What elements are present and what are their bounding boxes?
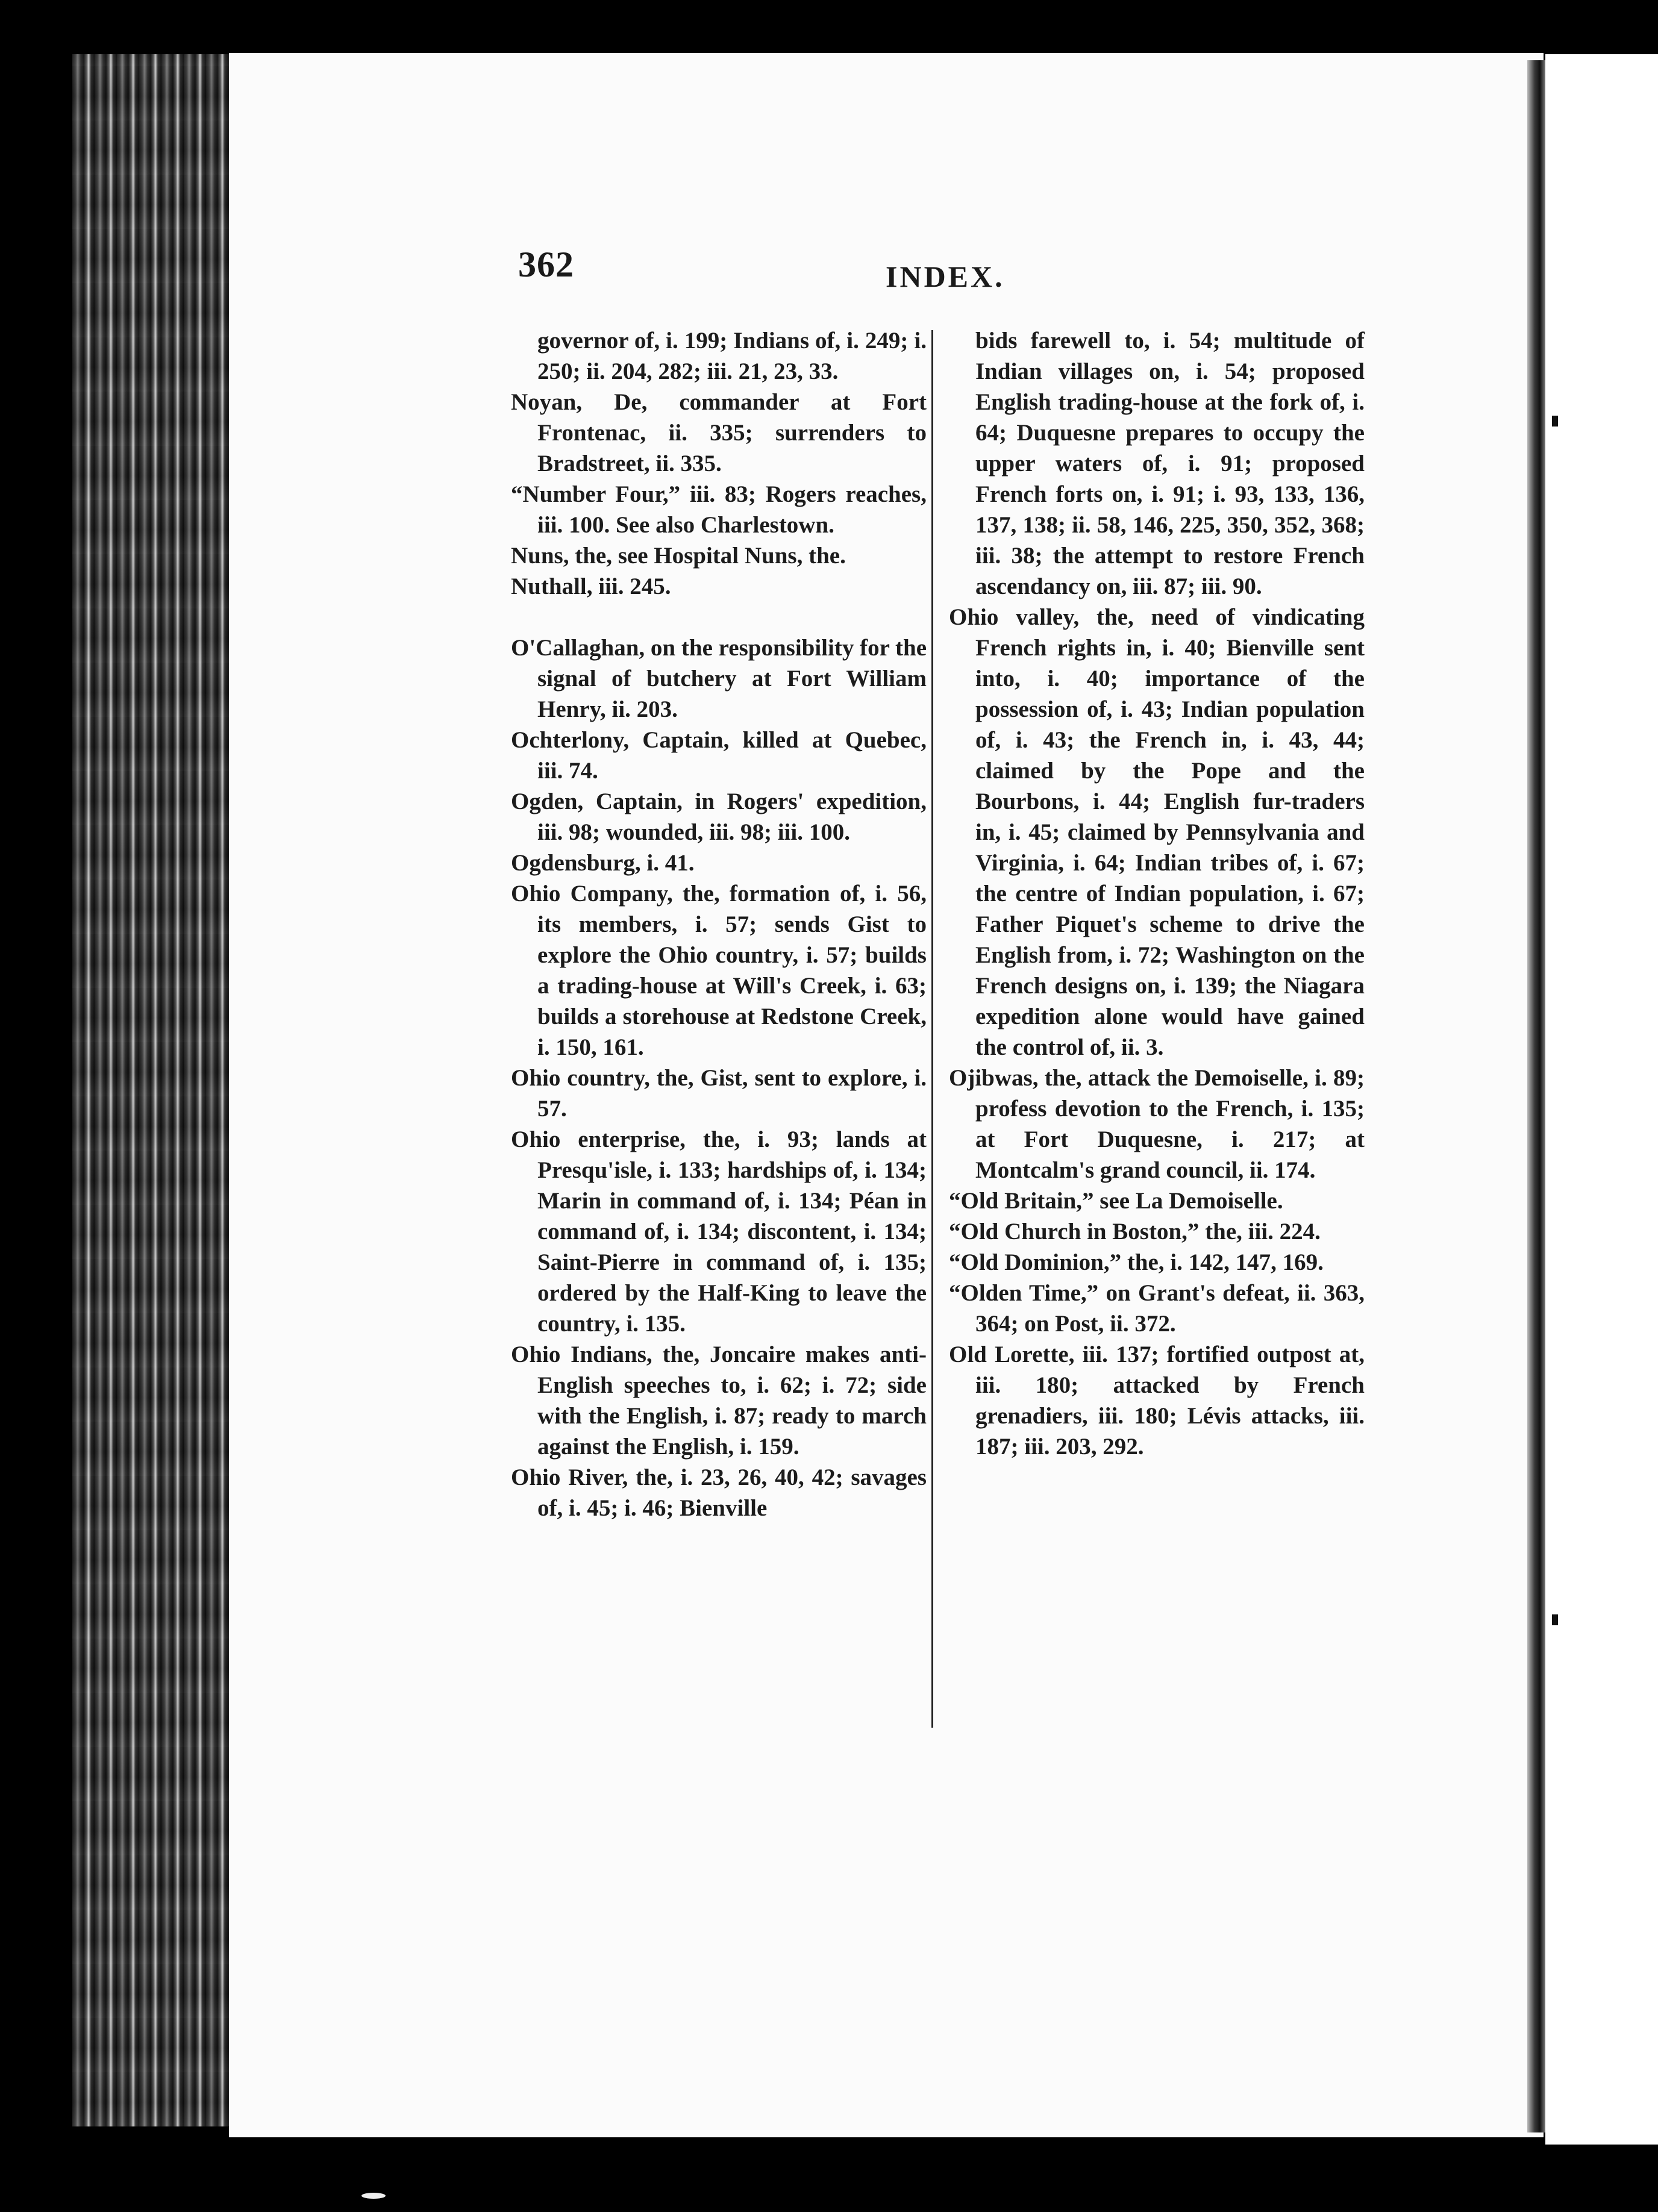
- index-entry: “Old Church in Boston,” the, iii. 224.: [949, 1219, 1321, 1245]
- scan-speck: [361, 2193, 386, 2199]
- index-entry: Ohio River, the, i. 23, 26, 40, 42; savages of, i. 45; i. 46; Bienville: [511, 1464, 927, 1521]
- index-entry: “Olden Time,” on Grant's defeat, ii. 363, 364; on Post, ii. 372.: [949, 1280, 1365, 1337]
- page-speck: [1552, 416, 1558, 426]
- page-number: 362: [518, 245, 574, 284]
- index-entry: Ohio country, the, Gist, sent to explore, i. 57.: [511, 1065, 927, 1122]
- index-entry: Ohio enterprise, the, i. 93; lands at Presqu'isle, i. 133; hardships of, i. 134; Marin in command of, i. 134; Péan in command of, i. 134; discontent, i. 134; Saint-Pierre in command of, i. 135; ordered by the Half-King to leave the country, i. 135.: [511, 1126, 927, 1337]
- index-entry: O'Callaghan, on the responsibility for the signal of butchery at Fort William Henry, ii. 203.: [511, 635, 927, 722]
- index-entry: Ochterlony, Captain, killed at Quebec, iii. 74.: [511, 727, 927, 784]
- index-column-left: [511, 325, 927, 1523]
- index-entry: Nuthall, iii. 245.: [511, 573, 671, 599]
- index-entry: “Old Britain,” see La Demoiselle.: [949, 1188, 1283, 1214]
- index-entry: “Number Four,” iii. 83; Rogers reaches, iii. 100. See also Charlestown.: [511, 481, 927, 538]
- page-binding: [1527, 60, 1545, 2132]
- index-entry: Old Lorette, iii. 137; fortified outpost at, iii. 180; attacked by French grenadiers, iii. 180; Lévis attacks, iii. 187; iii. 203, 292.: [949, 1342, 1365, 1460]
- index-column-right: [949, 325, 1365, 1462]
- index-entry: bids farewell to, i. 54; multitude of Indian villages on, i. 54; proposed English trading-house at the fork of, i. 64; Duquesne prepares to occupy the upper waters of, i. 91; proposed French forts on, i. 91; i. 93, 133, 136, 137, 138; ii. 58, 146, 225, 350, 352, 368; iii. 38; the attempt to restore French ascendancy on, iii. 87; iii. 90.: [975, 328, 1365, 599]
- column-divider: [931, 330, 933, 1728]
- index-entry: Nuns, the, see Hospital Nuns, the.: [511, 543, 846, 569]
- index-entry: Ohio Company, the, formation of, i. 56, its members, i. 57; sends Gist to explore the Ohio country, i. 57; builds a trading-house at Will's Creek, i. 63; builds a storehouse at Redstone Creek, i. 150, 161.: [511, 881, 927, 1060]
- index-entry: Noyan, De, commander at Fort Frontenac, ii. 335; surrenders to Bradstreet, ii. 335.: [511, 389, 927, 476]
- index-entry: Ohio valley, the, need of vindicating French rights in, i. 40; Bienville sent into, i. 40; importance of the possession of, i. 43; Indian population of, i. 43; the French in, i. 43, 44; claimed by the Pope and the Bourbons, i. 44; English fur-traders in, i. 45; claimed by Pennsylvania and Virginia, i. 64; Indian tribes of, i. 67; the centre of Indian population, i. 67; Father Piquet's scheme to drive the English from, i. 72; Washington on the French designs on, i. 139; the Niagara expedition alone would have gained the control of, ii. 3.: [949, 604, 1365, 1060]
- index-entry: “Old Dominion,” the, i. 142, 147, 169.: [949, 1249, 1324, 1275]
- index-entry: governor of, i. 199; Indians of, i. 249; i. 250; ii. 204, 282; iii. 21, 23, 33.: [537, 328, 927, 384]
- facing-page-edge: [1545, 54, 1658, 2145]
- index-entry: Ojibwas, the, attack the Demoiselle, i. 89; profess devotion to the French, i. 135; at Fort Duquesne, i. 217; at Montcalm's grand council, ii. 174.: [949, 1065, 1365, 1183]
- index-entry: Ogden, Captain, in Rogers' expedition, iii. 98; wounded, iii. 98; iii. 100.: [511, 789, 927, 845]
- book-edge: [72, 54, 253, 2126]
- index-entry: Ohio Indians, the, Joncaire makes anti-English speeches to, i. 62; i. 72; side with the English, i. 87; ready to march against the English, i. 159.: [511, 1342, 927, 1460]
- index-entry: Ogdensburg, i. 41.: [511, 850, 695, 876]
- running-head: INDEX.: [886, 260, 1005, 293]
- page-speck: [1552, 1614, 1558, 1625]
